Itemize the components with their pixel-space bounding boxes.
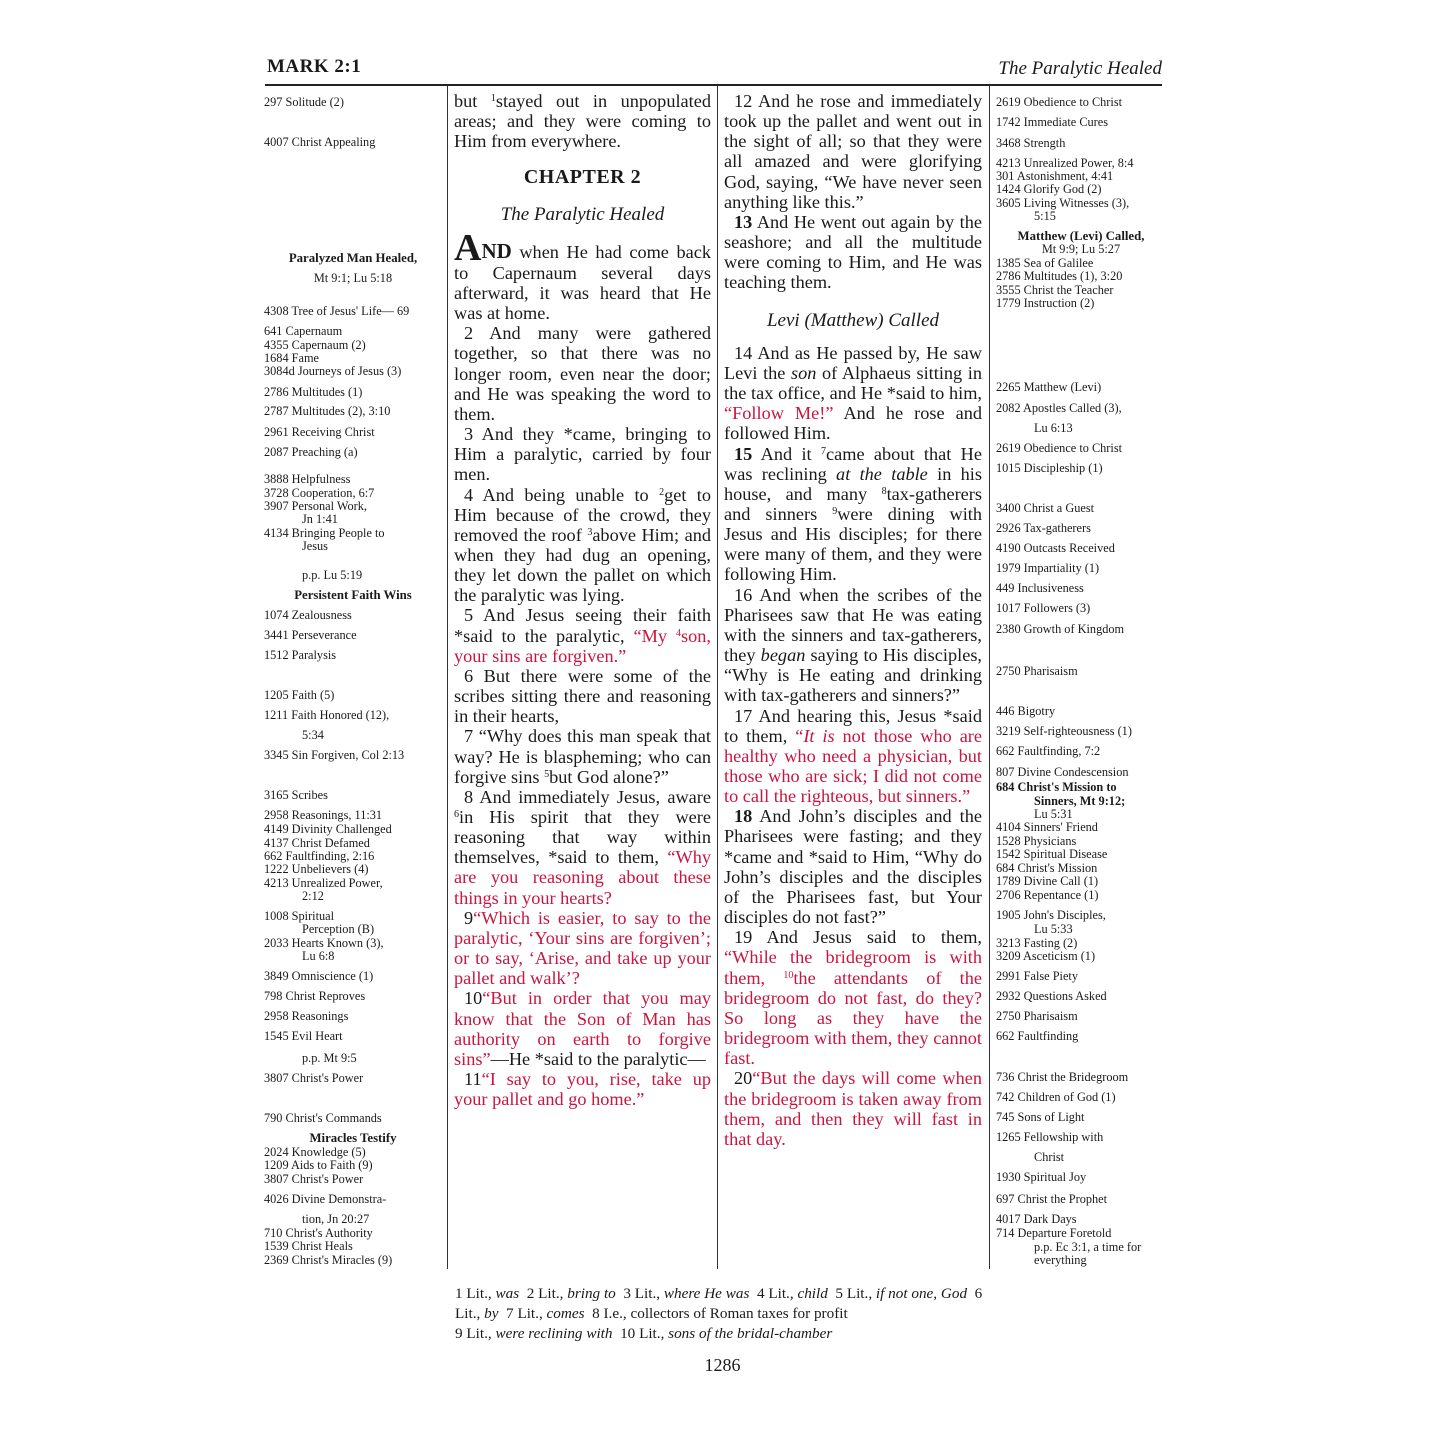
- text-column-2: [724, 91, 982, 1269]
- left-xref-52: tion, Jn 20:27: [302, 1212, 370, 1226]
- left-xref-8: 3084d Journeys of Jesus (3): [264, 364, 402, 378]
- right-xref-40: 1905 John's Disciples,: [996, 908, 1106, 922]
- column-divider-3: [989, 86, 990, 1269]
- verse-19: 19 And Jesus said to them, “While the bridegroom is with them, $^{10}$the attendants of the bridegroom do not fast, do they? So long as they have the bridegroom with them, they cannot fast.: [724, 927, 982, 1069]
- right-xref-46: 2750 Pharisaism: [996, 1009, 1078, 1023]
- right-xref-58: everything: [1034, 1253, 1087, 1267]
- left-xref-55: 2369 Christ's Miracles (9): [264, 1253, 393, 1267]
- right-xref-45: 2932 Questions Asked: [996, 989, 1107, 1003]
- right-xref-12: 3555 Christ the Teacher: [996, 283, 1114, 297]
- right-xref-17: 2619 Obedience to Christ: [996, 441, 1123, 455]
- left-xref-53: 710 Christ's Authority: [264, 1226, 373, 1240]
- right-xref-35: 1528 Physicians: [996, 834, 1077, 848]
- left-xref-48: 2024 Knowledge (5): [264, 1145, 366, 1159]
- right-xref-4: 301 Astonishment, 4:41: [996, 169, 1114, 183]
- left-xref-22: 3441 Perseverance: [264, 628, 357, 642]
- right-xref-14: 2265 Matthew (Levi): [996, 380, 1102, 394]
- left-xref-32: 662 Faultfinding, 2:16: [264, 849, 375, 863]
- left-xref-10: 2787 Multitudes (2), 3:10: [264, 404, 391, 418]
- column-divider-1: [447, 86, 448, 1269]
- right-xref-47: 662 Faultfinding: [996, 1029, 1079, 1043]
- left-xref-38: 2033 Hearts Known (3),: [264, 936, 384, 950]
- right-xref-0: 2619 Obedience to Christ: [996, 95, 1123, 109]
- verse-14: 14 And as He passed by, He saw Levi the son of Alphaeus sitting in the tax office, and He *said to him, “Follow Me!” And he rose and followed Him.: [724, 342, 982, 444]
- left-xref-24: 1205 Faith (5): [264, 688, 335, 702]
- right-xref-2: 3468 Strength: [996, 136, 1066, 150]
- left-xref-12: 2087 Preaching (a): [264, 445, 358, 459]
- left-xref-30: 4149 Divinity Challenged: [264, 822, 392, 836]
- left-xref-46: 790 Christ's Commands: [264, 1111, 382, 1125]
- right-xref-3: 4213 Unrealized Power, 8:4: [996, 156, 1134, 170]
- verse-2: 2 And many were gathered together, so that there was no longer room, even near the door; and He was speaking the word to them.: [454, 323, 711, 424]
- left-xref-17: 4134 Bringing People to: [264, 526, 385, 540]
- left-xref-5: 641 Capernaum: [264, 324, 343, 338]
- right-xref-21: 4190 Outcasts Received: [996, 541, 1115, 555]
- left-xref-19: p.p. Lu 5:19: [302, 568, 363, 582]
- left-xref-2: Paralyzed Man Healed,: [288, 251, 418, 265]
- right-xref-28: 3219 Self-righteousness (1): [996, 724, 1132, 738]
- right-xref-29: 662 Faultfinding, 7:2: [996, 744, 1101, 758]
- header-rule: [265, 84, 1162, 86]
- right-xref-34: 4104 Sinners' Friend: [996, 820, 1098, 834]
- page-number: 1286: [704, 1355, 741, 1375]
- verse-7: 7 “Why does this man speak that way? He is blaspheming; who can forgive sins $^5$but God alone?”: [454, 726, 711, 787]
- right-xref-36: 1542 Spiritual Disease: [996, 847, 1108, 861]
- verse-20: 20“But the days will come when the bridegroom is taken away from them, and then they will fast in that day.: [724, 1068, 982, 1149]
- right-xref-27: 446 Bigotry: [996, 704, 1056, 718]
- right-xref-56: 714 Departure Foretold: [996, 1226, 1112, 1240]
- right-xref-24: 1017 Followers (3): [996, 601, 1091, 615]
- right-xref-32: Sinners, Mt 9:12;: [1034, 794, 1126, 808]
- right-xref-31: 684 Christ's Mission to: [996, 780, 1117, 794]
- left-xref-43: 1545 Evil Heart: [264, 1029, 343, 1043]
- verse-11: 11“I say to you, rise, take up your pallet and go home.”: [454, 1069, 711, 1110]
- left-xref-15: 3907 Personal Work,: [264, 499, 367, 513]
- running-head-title: The Paralytic Healed: [998, 58, 1162, 79]
- verse-9: 9“Which is easier, to say to the paralytic, ‘Your sins are forgiven’; or to say, ‘Arise, and take up your pallet and walk’?: [454, 907, 711, 989]
- left-xref-31: 4137 Christ Defamed: [264, 836, 370, 850]
- left-xref-44: p.p. Mt 9:5: [302, 1051, 357, 1065]
- left-xref-34: 4213 Unrealized Power,: [264, 876, 383, 890]
- right-xref-7: 5:15: [1034, 209, 1056, 223]
- left-xref-16: Jn 1:41: [302, 512, 338, 526]
- left-xref-37: Perception (B): [302, 922, 375, 936]
- left-xref-18: Jesus: [302, 539, 328, 553]
- right-xref-41: Lu 5:33: [1034, 922, 1073, 936]
- left-xref-50: 3807 Christ's Power: [264, 1172, 364, 1186]
- right-xref-16: Lu 6:13: [1034, 421, 1073, 435]
- right-xref-43: 3209 Asceticism (1): [996, 949, 1096, 963]
- left-xref-49: 1209 Aids to Faith (9): [264, 1158, 373, 1172]
- footnotes: 1 Lit., was 2 Lit., bring to 3 Lit., where He was 4 Lit., child 5 Lit., if not one, God 6 Lit., by 7 Lit., comes 8 I.e., collectors of Roman taxes for profit 9 Lit., were reclining with 10 Lit., sons of the bridal-chamber: [455, 1285, 983, 1343]
- verse-3: 3 And they *came, bringing to Him a paralytic, carried by four men.: [454, 424, 711, 485]
- verse-17: 17 And hearing this, Jesus *said to them, “It is not those who are healthy who need a physician, but those who are sick; I did not come to call the righteous, but sinners.”: [724, 705, 982, 807]
- left-xref-25: 1211 Faith Honored (12),: [264, 708, 390, 722]
- right-xref-18: 1015 Discipleship (1): [996, 461, 1103, 475]
- right-xref-25: 2380 Growth of Kingdom: [996, 622, 1125, 636]
- right-xref-55: 4017 Dark Days: [996, 1212, 1077, 1226]
- verse-4: 4 And being unable to $^2$get to Him because of the crowd, they removed the roof $^3$above Him; and when they had dug an opening, they let down the pallet on which the paralytic was lying.: [454, 484, 711, 606]
- left-xref-42: 2958 Reasonings: [264, 1009, 349, 1023]
- verse-12: 12 And he rose and immediately took up the pallet and went out in the sight of all; so that they were all amazed and were glorifying God, saying, “We have never seen anything like this.”: [724, 91, 982, 212]
- left-xref-29: 2958 Reasonings, 11:31: [264, 808, 383, 822]
- left-xref-23: 1512 Paralysis: [264, 648, 337, 662]
- left-xref-7: 1684 Fame: [264, 351, 319, 365]
- verse-1: AND when He had come back to Capernaum several days afterward, it was heard that He was at home.: [454, 226, 711, 324]
- left-xref-35: 2:12: [302, 889, 324, 903]
- right-xref-50: 745 Sons of Light: [996, 1110, 1085, 1124]
- right-xref-1: 1742 Immediate Cures: [996, 115, 1109, 129]
- left-xref-27: 3345 Sin Forgiven, Col 2:13: [264, 748, 405, 762]
- left-xref-36: 1008 Spiritual: [264, 909, 335, 923]
- right-xref-37: 684 Christ's Mission: [996, 861, 1098, 875]
- verse-18: 18 And John’s disciples and the Pharisees were fasting; and they *came and *said to Him, “Why do John’s disciples and the disciples of the Pharisees fast, but Your disciples do not fast?”: [724, 806, 982, 928]
- right-xref-52: Christ: [1034, 1150, 1065, 1164]
- right-xref-8: Matthew (Levi) Called,: [1017, 229, 1145, 243]
- left-xref-33: 1222 Unbelievers (4): [264, 862, 369, 876]
- right-xref-19: 3400 Christ a Guest: [996, 501, 1095, 515]
- right-xref-44: 2991 False Piety: [996, 969, 1078, 983]
- left-xref-45: 3807 Christ's Power: [264, 1071, 364, 1085]
- right-xref-54: 697 Christ the Prophet: [996, 1192, 1108, 1206]
- right-xref-33: Lu 5:31: [1034, 807, 1073, 821]
- left-xref-47: Miracles Testify: [309, 1131, 397, 1145]
- drop-cap: A: [454, 226, 482, 269]
- left-xref-26: 5:34: [302, 728, 324, 742]
- right-xref-53: 1930 Spiritual Joy: [996, 1170, 1087, 1184]
- right-xref-57: p.p. Ec 3:1, a time for: [1034, 1240, 1142, 1254]
- right-xref-38: 1789 Divine Call (1): [996, 874, 1099, 888]
- right-xref-26: 2750 Pharisaism: [996, 664, 1078, 678]
- verse-16: 16 And when the scribes of the Pharisees saw that He was eating with the sinners and tax-gatherers, they began saying to His disciples, “Why is He eating and drinking with tax-gatherers and sinners?”: [724, 584, 982, 706]
- right-xref-49: 742 Children of God (1): [996, 1090, 1116, 1104]
- left-xref-41: 798 Christ Reproves: [264, 989, 366, 1003]
- left-xref-20: Persistent Faith Wins: [294, 588, 412, 602]
- right-xref-13: 1779 Instruction (2): [996, 296, 1095, 310]
- right-xref-5: 1424 Glorify God (2): [996, 182, 1102, 196]
- left-xref-4: 4308 Tree of Jesus' Life— 69: [264, 304, 410, 318]
- right-xref-11: 2786 Multitudes (1), 3:20: [996, 269, 1123, 283]
- left-xref-28: 3165 Scribes: [264, 788, 328, 802]
- right-xref-42: 3213 Fasting (2): [996, 936, 1078, 950]
- verse-6: 6 But there were some of the scribes sitting there and reasoning in their hearts,: [454, 665, 711, 727]
- left-xref-54: 1539 Christ Heals: [264, 1239, 353, 1253]
- verse-13: 13 And He went out again by the seashore; and all the multitude were coming to Him, and He was teaching them.: [724, 211, 982, 293]
- right-xref-20: 2926 Tax-gatherers: [996, 521, 1091, 535]
- verse-15: 15 And it $^7$came about that He was reclining at the table in his house, and many $^8$tax-gatherers and sinners $^9$were dining with Jesus and His disciples; for there were many of them, and they were following Him.: [724, 443, 982, 585]
- chapter-heading: CHAPTER 2: [523, 166, 642, 189]
- left-xref-9: 2786 Multitudes (1): [264, 385, 363, 399]
- section-heading-paralytic: The Paralytic Healed: [500, 203, 665, 225]
- left-xref-39: Lu 6:8: [302, 949, 335, 963]
- right-xref-6: 3605 Living Witnesses (3),: [996, 196, 1130, 210]
- left-xref-0: 297 Solitude (2): [264, 95, 344, 109]
- verse-5: 5 And Jesus seeing their faith *said to the paralytic, “My $^4$son, your sins are forgiven.”: [454, 605, 711, 666]
- right-xref-22: 1979 Impartiality (1): [996, 561, 1100, 575]
- left-xref-51: 4026 Divine Demonstra-: [264, 1192, 387, 1206]
- column-divider-2: [717, 86, 718, 1269]
- left-xref-13: 3888 Helpfulness: [264, 472, 351, 486]
- right-xref-30: 807 Divine Condescension: [996, 765, 1129, 779]
- verse-10: 10“But in order that you may know that the Son of Man has authority on earth to forgive sins”—He *said to the paralytic—: [454, 988, 711, 1069]
- verse-1-45-end: but $^1$stayed out in unpopulated areas; and they were coming to Him from everywhere.: [454, 91, 711, 152]
- right-xref-9: Mt 9:9; Lu 5:27: [1041, 242, 1121, 256]
- right-xref-39: 2706 Repentance (1): [996, 888, 1099, 902]
- left-xref-6: 4355 Capernaum (2): [264, 338, 366, 352]
- left-xref-14: 3728 Cooperation, 6:7: [264, 486, 375, 500]
- left-xref-40: 3849 Omniscience (1): [264, 969, 374, 983]
- running-head-reference: MARK 2:1: [267, 56, 362, 77]
- left-xref-11: 2961 Receiving Christ: [264, 425, 375, 439]
- section-heading-levi: Levi (Matthew) Called: [766, 309, 940, 331]
- left-xref-3: Mt 9:1; Lu 5:18: [313, 271, 393, 285]
- right-xref-10: 1385 Sea of Galilee: [996, 256, 1094, 270]
- left-xref-21: 1074 Zealousness: [264, 608, 352, 622]
- right-xref-51: 1265 Fellowship with: [996, 1130, 1104, 1144]
- left-xref-1: 4007 Christ Appealing: [264, 135, 376, 149]
- text-column-1: [454, 91, 711, 1269]
- right-xref-15: 2082 Apostles Called (3),: [996, 401, 1122, 415]
- right-xref-23: 449 Inclusiveness: [996, 581, 1084, 595]
- verse-8: 8 And immediately Jesus, aware $^6$in His spirit that they were reasoning that way within themselves, *said to them, “Why are you reasoning about these things in your hearts?: [454, 786, 711, 908]
- right-xref-48: 736 Christ the Bridegroom: [996, 1070, 1129, 1084]
